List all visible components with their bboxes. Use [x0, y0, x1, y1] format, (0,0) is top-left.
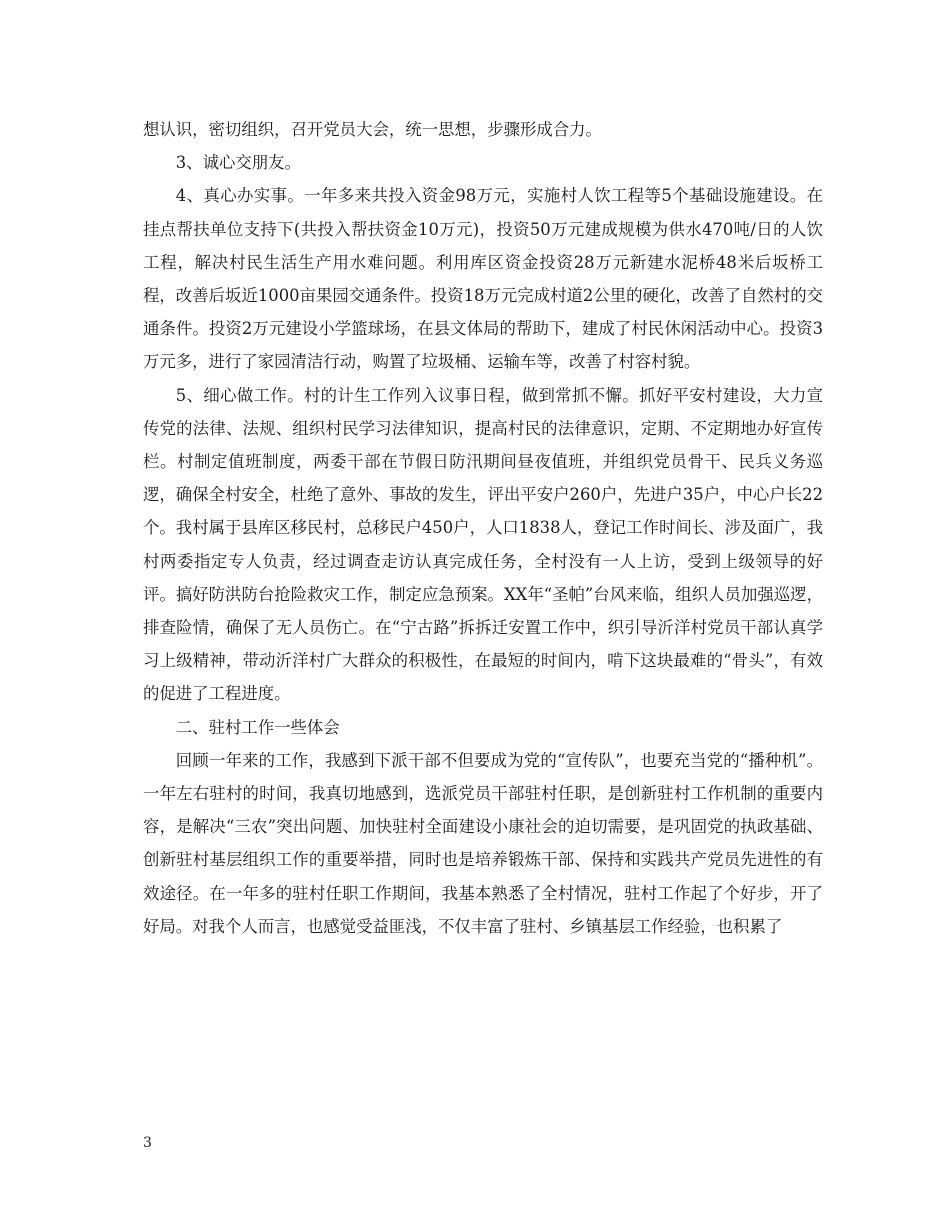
paragraph-4: 5、细心做工作。村的计生工作列入议事日程，做到常抓不懈。抓好平安村建设，大力宣传党的法律、法规、组织村民学习法律知识，提高村民的法律意识，定期、不定期地办好宣传栏。村制定值班制度，两委干部在节假日防汛期间昼夜值班，并组织党员骨干、民兵义务巡逻，确保全村安全，杜绝了意外、事故的发生，评出平安户260户，先进户35户，中心户长22个。我村属于县库区移民村，总移民户450户，人口1838人，登记工作时间长、涉及面广，我村两委指定专人负责，经过调查走访认真完成任务，全村没有一人上访，受到上级领导的好评。搞好防洪防台抢险救灾工作，制定应急预案。XX年“圣帕”台风来临，组织人员加强巡逻，排查险情，确保了无人员伤亡。在“宁古路”拆拆迁安置工作中，织引导沂洋村党员干部认真学习上级精神，带动沂洋村广大群众的积极性，在最短的时间内，啃下这块最难的“骨头”，有效的促进了工程进度。 — [143, 385, 823, 704]
paragraph-3: 4、真心办实事。一年多来共投入资金98万元，实施村人饮工程等5个基础设施建设。在挂点帮扶单位支持下(共投入帮扶资金10万元)，投资50万元建成规模为供水470吨/日的人饮工程，解决村民生活生产用水难问题。利用库区资金投资28万元新建水泥桥48米后坂桥工程，改善后坂近1000亩果园交通条件。投资18万元完成村道2公里的硬化，改善了自然村的交通条件。投资2万元建设小学篮球场，在县文体局的帮助下，建成了村民休闲活动中心。投资3万元多，进行了家园清洁行动，购置了垃圾桶、运输车等，改善了村容村貌。 — [143, 186, 823, 372]
paragraph-2: 3、诚心交朋友。 — [175, 153, 301, 173]
page-number: 3 — [143, 1135, 152, 1151]
paragraph-5: 回顾一年来的工作，我感到下派干部不但要成为党的“宣传队”，也要充当党的“播种机”。一年左右驻村的时间，我真切地感到，选派党员干部驻村任职，是创新驻村工作机制的重要内容，是解决“三农”突出问题、加快驻村全面建设小康社会的迫切需要，是巩固党的执政基础、创新驻村基层组织工作的重要举措，同时也是培养锻炼干部、保持和实践共产党员先进性的有效途径。在一年多的驻村任职工作期间，我基本熟悉了全村情况，驻村工作起了个好步，开了好局。对我个人而言，也感觉受益匪浅，不仅丰富了驻村、乡镇基层工作经验，也积累了 — [143, 750, 823, 936]
document-body — [143, 113, 823, 943]
paragraph-1: 想认识，密切组织，召开党员大会，统一思想，步骤形成合力。 — [143, 120, 602, 139]
section-heading: 二、驻村工作一些体会 — [175, 717, 340, 737]
